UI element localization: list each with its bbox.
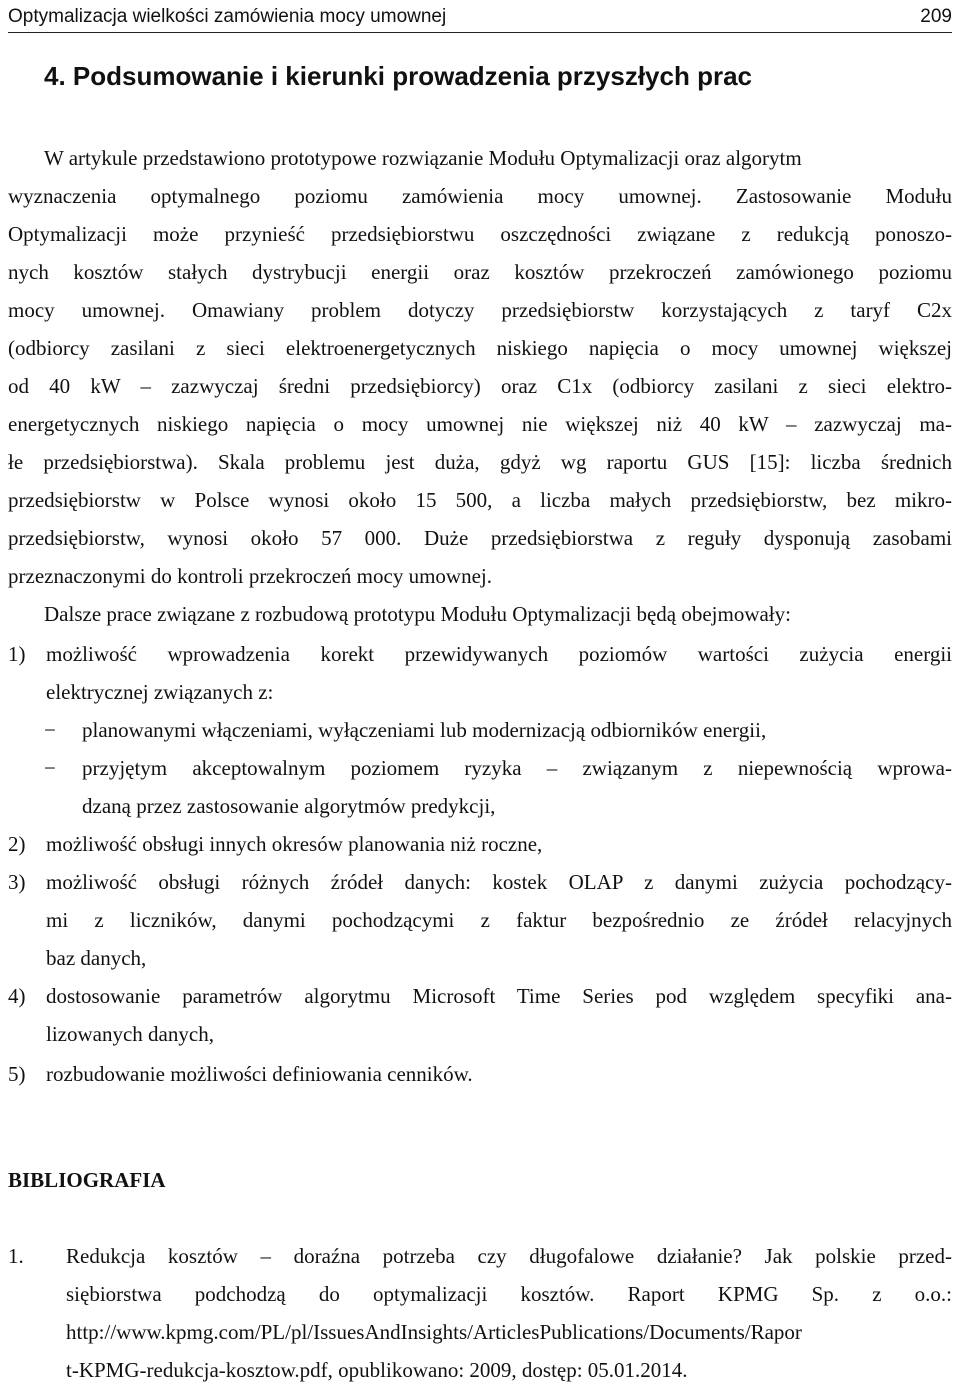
list-item-line: możliwość wprowadzenia korekt przewidywanych poziomów wartości zużycia energii	[46, 642, 952, 666]
sub-list-item-line: przyjętym akceptowalnym poziomem ryzyka – związanym z niepewnością wprowa-	[82, 756, 952, 780]
bibliography-line: t-KPMG-redukcja-kosztow.pdf, opublikowano: 2009, dostęp: 05.01.2014.	[66, 1358, 688, 1382]
sub-list-item: planowanymi włączeniami, wyłączeniami lub modernizacją odbiorników energii,	[82, 718, 767, 742]
sub-list-item-line: dzaną przez zastosowanie algorytmów predykcji,	[82, 794, 496, 818]
list-number: 3)	[8, 870, 26, 894]
paragraph-line: (odbiorcy zasilani z sieci elektroenergetycznych niskiego napięcia o mocy umownej większej	[8, 336, 952, 360]
list-item-line: baz danych,	[46, 946, 147, 970]
list-item-line: dostosowanie parametrów algorytmu Microsoft Time Series pod względem specyfiki ana-	[46, 984, 952, 1008]
list-number: 5)	[8, 1062, 26, 1086]
paragraph-line: Optymalizacji może przynieść przedsiębiorstwu oszczędności związane z redukcją ponoszo-	[8, 222, 952, 246]
running-header	[8, 0, 952, 33]
paragraph-future-work: Dalsze prace związane z rozbudową prototypu Modułu Optymalizacji będą obejmowały:	[44, 602, 791, 626]
list-item-line: lizowanych danych,	[46, 1022, 214, 1046]
list-item-line: elektrycznej związanych z:	[46, 680, 274, 704]
paragraph-line: energetycznych niskiego napięcia o mocy umownej nie większej niż 40 kW – zazwyczaj ma-	[8, 412, 952, 436]
list-number: 1)	[8, 642, 26, 666]
list-item-line: rozbudowanie możliwości definiowania cenników.	[46, 1062, 473, 1086]
paragraph-line: nych kosztów stałych dystrybucji energii oraz kosztów przekroczeń zamówionego poziomu	[8, 260, 952, 284]
bibliography-url: http://www.kpmg.com/PL/pl/IssuesAndInsights/ArticlesPublications/Documents/Rapor	[66, 1320, 802, 1344]
bibliography-line: Redukcja kosztów – doraźna potrzeba czy długofalowe działanie? Jak polskie przed-	[66, 1244, 952, 1268]
paragraph-line: W artykule przedstawiono prototypowe rozwiązanie Modułu Optymalizacji oraz algorytm	[44, 146, 802, 170]
bibliography-number: 1.	[8, 1244, 24, 1268]
paragraph-line: łe przedsiębiorstwa). Skala problemu jest duża, gdyż wg raportu GUS [15]: liczba średnich	[8, 450, 952, 474]
list-number: 4)	[8, 984, 26, 1008]
section-heading: 4. Podsumowanie i kierunki prowadzenia przyszłych prac	[44, 61, 752, 91]
list-item-line: możliwość obsługi innych okresów planowania niż roczne,	[46, 832, 543, 856]
paragraph-line: mocy umownej. Omawiany problem dotyczy przedsiębiorstw korzystających z taryf C2x	[8, 298, 952, 322]
page-number: 209	[920, 6, 952, 27]
list-item-line: mi z liczników, danymi pochodzącymi z faktur bezpośrednio ze źródeł relacyjnych	[46, 908, 952, 932]
header-title: Optymalizacja wielkości zamówienia mocy umownej	[8, 6, 447, 27]
sub-list-bullet: −	[44, 718, 56, 742]
list-number: 2)	[8, 832, 26, 856]
list-item-line: możliwość obsługi różnych źródeł danych: kostek OLAP z danymi zużycia pochodzący-	[46, 870, 952, 894]
sub-list-bullet: −	[44, 756, 56, 780]
paragraph-line: przeznaczonymi do kontroli przekroczeń mocy umownej.	[8, 564, 492, 588]
bibliography-line: siębiorstwa podchodzą do optymalizacji kosztów. Raport KPMG Sp. z o.o.:	[66, 1282, 952, 1306]
paragraph-line: od 40 kW – zazwyczaj średni przedsiębiorcy) oraz C1x (odbiorcy zasilani z sieci elektro-	[8, 374, 952, 398]
paragraph-line: wyznaczenia optymalnego poziomu zamówienia mocy umownej. Zastosowanie Modułu	[8, 184, 952, 208]
paragraph-line: przedsiębiorstw w Polsce wynosi około 15 500, a liczba małych przedsiębiorstw, bez mikro-	[8, 488, 952, 512]
paragraph-line: przedsiębiorstw, wynosi około 57 000. Duże przedsiębiorstwa z reguły dysponują zasobami	[8, 526, 952, 550]
bibliography-heading: BIBLIOGRAFIA	[8, 1168, 166, 1192]
